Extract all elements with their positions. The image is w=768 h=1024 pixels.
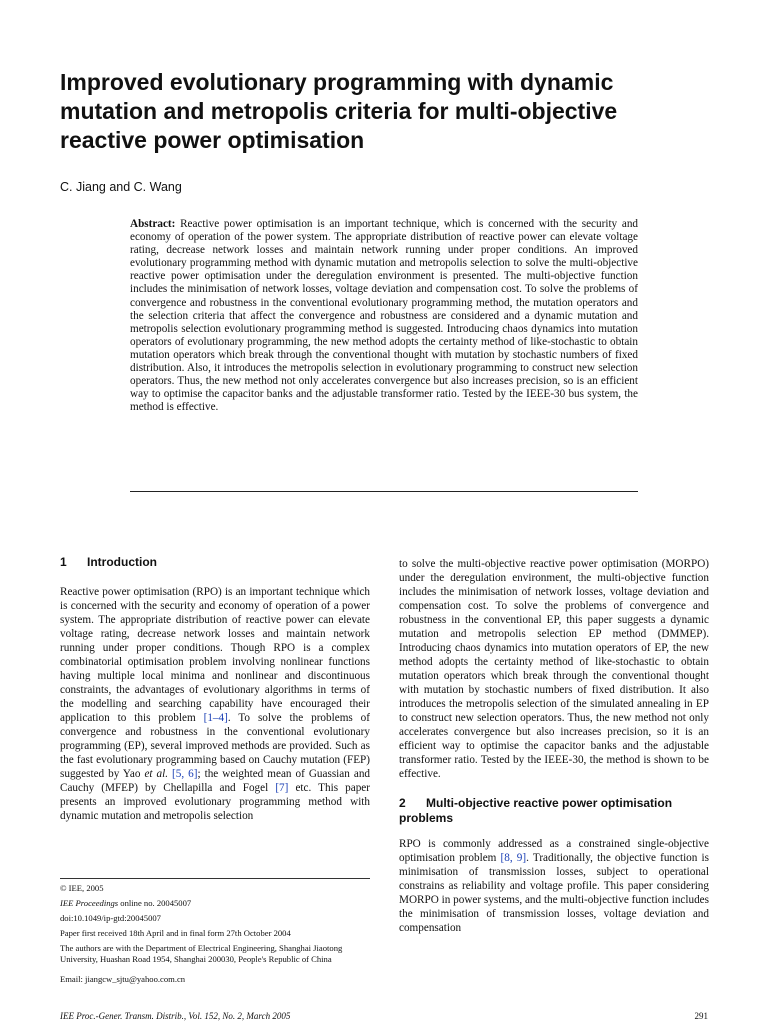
paper-title: Improved evolutionary programming with dynamic mutation and metropolis criteria for multi-objective reactive power optimisation <box>60 69 618 153</box>
section-1-paragraph <box>60 585 370 823</box>
section-1-title: Introduction <box>87 555 157 569</box>
affiliation-note: The authors are with the Department of Electrical Engineering, Shanghai Jiaotong University, Huashan Road 1954, Shanghai 200030, People's Republic of China <box>60 943 343 964</box>
abstract-label: Abstract: <box>130 218 176 230</box>
page-number: 291 <box>694 1011 708 1021</box>
et-al: et al. <box>144 768 169 780</box>
section-2-title: Multi-objective reactive power optimisation problems <box>399 796 673 825</box>
citation-link[interactable]: [8, 9] <box>500 852 527 864</box>
abstract-text: Reactive power optimisation is an important technique, which is concerned with the security and economy of operation of the power system. The appropriate distribution of reactive power can elevate voltage rating, decrease network losses and maintain network running under proper conditions. An improved evolutionary programming method with dynamic mutation and metropolis selection to solve the multi-objective reactive power optimisation under the deregulation environment is presented. The multi-objective function includes the minimisation of network losses, voltage deviation and compensation cost. To solve the problems of convergence and robustness in the conventional evolutionary programming method, the mutation operators and the selection criteria that affect the convergence and robustness are considered and a dynamic mutation and metropolis selection evolutionary programming method is suggested. Introducing chaos dynamics into mutation operators of evolutionary programming, the new method adopts the certainty method of like-stochastic to obtain mutation operators which break through the conventional thought with mutation by stochastic numbers of fixed distribution. Also, it introduces the metropolis selection in evolutionary programming to construct new selection operators. Thus, the new method not only accelerates convergence but also increases precision, so is an efficient way to optimise the capacitor banks and the adjustable transformer ratio. Tested by the IEEE-30 bus system, the method is effective. <box>130 218 639 414</box>
right-column <box>399 557 709 935</box>
section-2-text-2: . Traditionally, the objective function is minimisation of transmission losses, subject to operational constrains as reliability and voltage profile. This paper considering MORPO in power systems, and the multi-objective function includes the minimisation of transmission losses, voltage deviation and compensation <box>399 852 709 934</box>
copyright-note: © IEE, 2005 <box>60 883 104 893</box>
section-2-heading <box>399 796 709 826</box>
citation-link[interactable]: [1–4] <box>203 712 228 724</box>
section-2-text-1: RPO is commonly addressed as a constrained single-objective optimisation problem <box>399 838 709 864</box>
abstract <box>130 218 638 414</box>
journal-footer: IEE Proc.-Gener. Transm. Distrib., Vol. 152, No. 2, March 2005 <box>60 1011 291 1021</box>
section-1-heading <box>60 555 370 570</box>
section-1-number: 1 <box>60 555 67 569</box>
intro-text-1: Reactive power optimisation (RPO) is an important technique which is concerned with the security and economy of operation of a power system. The appropriate distribution of reactive power can elevate voltage rating, decrease network losses and maintain network running under proper conditions. Though RPO is a complex combinatorial optimisation problem involving nonlinear functions having multiple local minima and nonlinear and discontinuous constraints, the advantages of evolutionary algorithms in terms of the modelling and searching capability have encouraged their application to this problem <box>60 586 370 724</box>
proceedings-name: IEE Proceedings <box>60 898 119 908</box>
intro-text-2: . To solve the problems of convergence and robustness in the conventional evolutionary programming (EP), several improved methods are provided. Such as the fast evolutionary programming based on Cauchy mutation (FEP) suggested by Yao <box>60 712 371 780</box>
section-2-number: 2 <box>399 796 406 810</box>
doi-note: doi:10.1049/ip-gtd:20045007 <box>60 913 161 923</box>
intro-text-4: etc. This paper presents an improved evolutionary programming method with dynamic mutation and metropolis selection <box>60 782 370 822</box>
footnotes <box>60 883 370 985</box>
proceedings-number: online no. 20045007 <box>118 898 192 908</box>
proceedings-note <box>60 898 370 909</box>
intro-text-3: ; the weighted mean of Guassian and Cauchy (MFEP) by Chellapilla and Fogel <box>60 768 371 794</box>
section-2-paragraph <box>399 837 709 935</box>
citation-link[interactable]: [7] <box>275 782 289 794</box>
left-column <box>60 555 370 823</box>
citation-link[interactable]: [5, 6] <box>172 768 198 780</box>
section-1-continued: to solve the multi-objective reactive power optimisation (MORPO) under the deregulation environment, the multi-objective function includes the minimisation of network losses, voltage deviation and compensation cost. To solve the problems of convergence and robustness in the conventional EP, this paper suggests a dynamic mutation and metropolis selection EP method (DMMEP). Introducing chaos dynamics into mutation operators of EP, the new method adopts the certainty method of like-stochastic to obtain mutation operators which break through the conventional thought with mutation by stochastic numbers of fixed distribution. It also introduces the metropolis selection of the simulated annealing in EP to construct new selection operators. Thus, the new method not only accelerates convergence but also increases precision, so it is an efficient way to optimise the capacitor banks and the adjustable transformer ratio. Tested by the IEEE-30, the method is shown to be effective. <box>399 558 709 780</box>
abstract-divider <box>130 491 638 492</box>
received-note: Paper first received 18th April and in final form 27th October 2004 <box>60 928 291 938</box>
email-note: Email: jiangcw_sjtu@yahoo.com.cn <box>60 974 186 984</box>
authors: C. Jiang and C. Wang <box>60 180 182 194</box>
footnote-divider <box>60 878 370 879</box>
